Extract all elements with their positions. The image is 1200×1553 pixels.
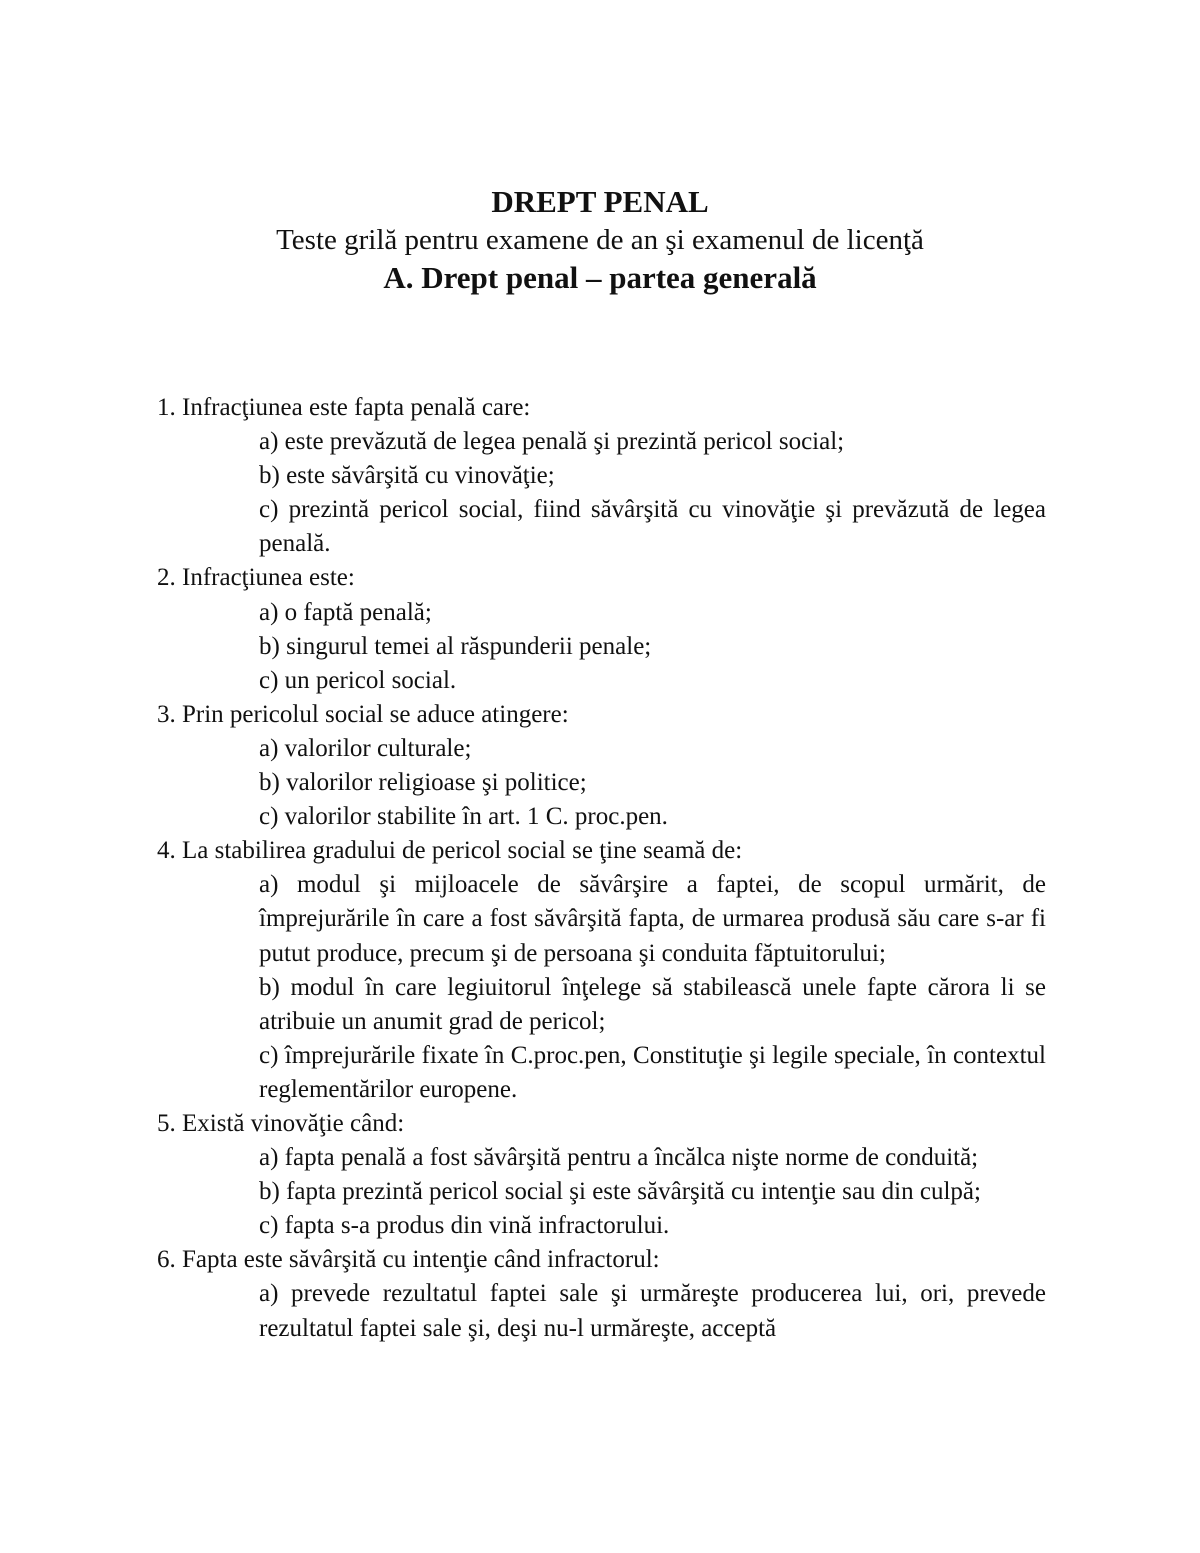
answer-option: a) o faptă penală; xyxy=(259,598,432,626)
answer-option: b) este săvârşită cu vinovăţie; xyxy=(259,462,555,490)
answer-option: b) singurul temei al răspunderii penale; xyxy=(259,632,652,660)
section-heading: A. Drept penal – partea generală xyxy=(383,260,817,295)
document-subtitle: Teste grilă pentru examene de an şi examenul de licenţă xyxy=(276,224,924,256)
document-header xyxy=(0,183,1200,297)
question-text: 4. La stabilirea gradului de pericol social se ţine seamă de: xyxy=(157,837,743,865)
document-title: DREPT PENAL xyxy=(491,184,709,219)
answer-option: a) prevede rezultatul faptei sale şi urmăreşte producerea lui, ori, prevede rezultatul faptei sale şi, deşi nu-l urmăreşte, acceptă xyxy=(259,1280,1046,1342)
question-text: 1. Infracţiunea este fapta penală care: xyxy=(157,394,531,421)
answer-option: c) fapta s-a produs din vină infractorului. xyxy=(259,1212,670,1240)
question-item xyxy=(157,834,1047,1107)
question-text: 5. Există vinovăţie când: xyxy=(157,1109,405,1137)
question-item xyxy=(157,698,1047,834)
question-item xyxy=(157,1107,1047,1243)
question-text: 6. Fapta este săvârşită cu intenţie când infractorul: xyxy=(157,1246,660,1274)
question-text: 3. Prin pericolul social se aduce atingere: xyxy=(157,700,569,728)
question-item xyxy=(157,561,1047,697)
answer-option: b) fapta prezintă pericol social şi este săvârşită cu intenţie sau din culpă; xyxy=(259,1178,981,1206)
answer-option: c) un pericol social. xyxy=(259,666,457,694)
question-list xyxy=(157,391,1047,1346)
answer-option: b) valorilor religioase şi politice; xyxy=(259,769,587,797)
answer-option: a) valorilor culturale; xyxy=(259,734,472,762)
answer-option: a) fapta penală a fost săvârşită pentru a încălca nişte norme de conduită; xyxy=(259,1144,979,1172)
question-item xyxy=(157,391,1047,561)
question-item xyxy=(157,1243,1047,1345)
answer-option: a) este prevăzută de legea penală şi prezintă pericol social; xyxy=(259,428,845,456)
answer-option: a) modul şi mijloacele de săvârşire a faptei, de scopul urmărit, de împrejurările în care a fost săvârşită fapta, de urmarea produsă său care s-ar fi putut produce, precum şi de persoana şi conduita făptuitorului; xyxy=(259,871,1046,967)
answer-option: c) valorilor stabilite în art. 1 C. proc.pen. xyxy=(259,803,668,831)
answer-option: c) împrejurările fixate în C.proc.pen, Constituţie şi legile speciale, în contextul reglementărilor europene. xyxy=(259,1041,1046,1103)
answer-option: b) modul în care legiuitorul înţelege să stabilească unele fapte cărora li se atribuie un anumit grad de pericol; xyxy=(259,973,1046,1035)
question-text: 2. Infracţiunea este: xyxy=(157,564,355,592)
answer-option: c) prezintă pericol social, fiind săvârşită cu vinovăţie şi prevăzută de legea penală. xyxy=(259,496,1046,558)
